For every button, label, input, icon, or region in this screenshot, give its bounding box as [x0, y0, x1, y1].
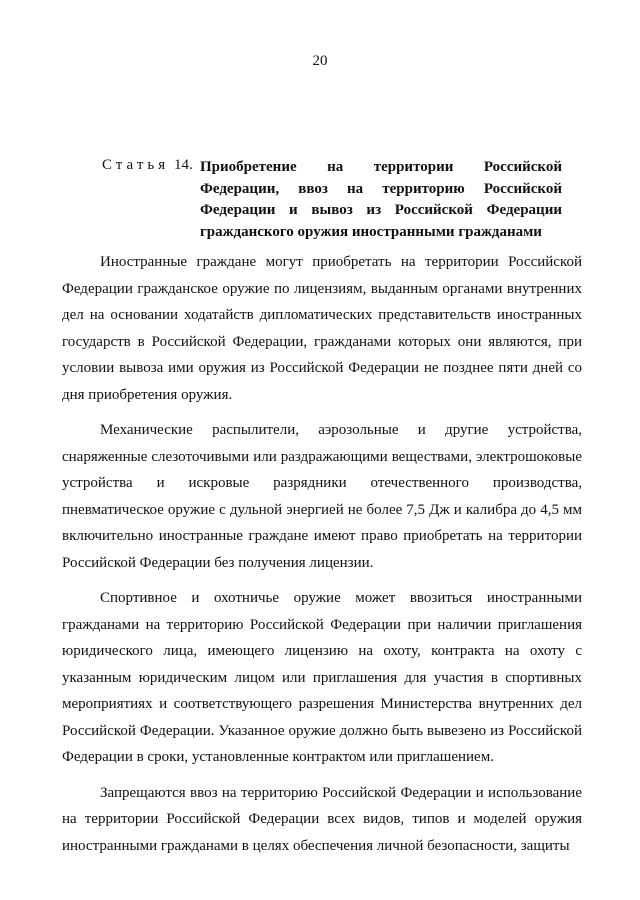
article-body	[62, 249, 582, 868]
article-number: 14.	[174, 157, 193, 173]
paragraph-1: Иностранные граждане могут приобретать на территории Российской Федерации гражданское оружие по лицензиям, выданным органами внутренних дел на основании ходатайств дипломатических представительств иностранных государств в Российской Федерации, гражданами которых они являются, при условии вывоза ими оружия из Российской Федерации не позднее пяти дней со дня приобретения оружия.	[62, 254, 582, 403]
paragraph-3: Спортивное и охотничье оружие может ввозиться иностранными гражданами на территорию Российской Федерации при наличии приглашения юридического лица, имеющего лицензию на охоту, контракта на охоту с указанным юридическим лицом или приглашения для участия в спортивных мероприятиях и соответствующего разрешения Министерства внутренних дел Российской Федерации. Указанное оружие должно быть вывезено из Российской Федерации в сроки, установленные контрактом или приглашением.	[62, 590, 582, 765]
paragraph-2: Механические распылители, аэрозольные и другие устройства, снаряженные слезоточивыми или раздражающими веществами, электрошоковые устройства и искровые разрядники отечественного производства, пневматическое оружие с дульной энергией не более 7,5 Дж и калибра до 4,5 мм включительно иностранные граждане имеют право приобретать на территории Российской Федерации без получения лицензии.	[62, 422, 582, 571]
article-title: Приобретение на территории Российской Федерации, ввоз на территорию Российской Федерации и вывоз из Российской Федерации гражданского оружия иностранными гражданами	[200, 159, 562, 240]
article-label: Статья	[102, 157, 170, 173]
page-number: 20	[312, 53, 328, 69]
paragraph-4: Запрещаются ввоз на территорию Российской Федерации и использование на территории Российской Федерации всех видов, типов и моделей оружия иностранными гражданами в целях обеспечения личной безопасности, защиты	[62, 784, 582, 854]
